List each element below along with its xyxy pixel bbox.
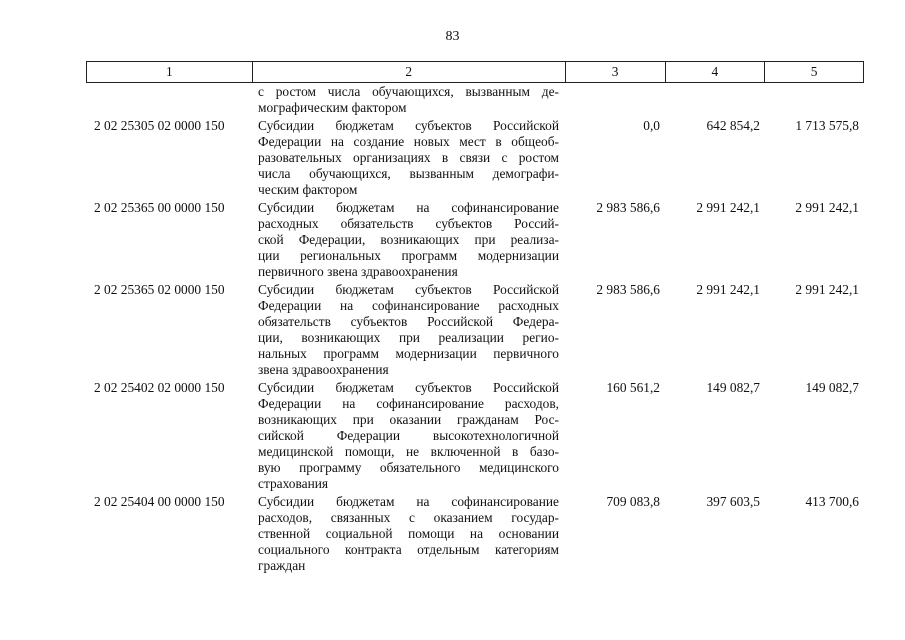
column-header-2: 2 xyxy=(253,62,566,82)
column-header-1: 1 xyxy=(87,62,253,82)
amount-col-4: 642 854,2 xyxy=(706,118,760,133)
description-line: социального контракта отдельным категориям xyxy=(258,542,559,557)
budget-code: 2 02 25365 00 0000 150 xyxy=(94,200,225,215)
description-line: Субсидии бюджетам субъектов Российской xyxy=(258,118,559,133)
amount-col-4: 149 082,7 xyxy=(706,380,760,395)
description-cell xyxy=(252,84,566,116)
description-cell xyxy=(252,494,566,574)
description-cell xyxy=(252,282,566,378)
budget-code xyxy=(86,84,252,116)
budget-code: 2 02 25305 02 0000 150 xyxy=(94,118,225,133)
description-line: ции, возникающих при реализации регио- xyxy=(258,330,559,345)
description-cell xyxy=(252,118,566,198)
description-line: нальных программ модернизации первичного xyxy=(258,346,559,361)
column-header-5: 5 xyxy=(810,64,818,79)
amount-col-3: 0,0 xyxy=(643,118,660,133)
description-line: мографическим фактором xyxy=(258,100,407,115)
table-row xyxy=(86,200,864,280)
description-line: ственной социальной помощи на основании xyxy=(258,526,559,541)
budget-code: 2 02 25365 02 0000 150 xyxy=(94,282,225,297)
table-row xyxy=(86,84,864,116)
description-line: расходов, связанных с оказанием государ- xyxy=(258,510,559,525)
description-line: Субсидии бюджетам на софинансирование xyxy=(258,494,559,509)
amount-col-3: 2 983 586,6 xyxy=(596,282,660,297)
amount-col-5: 2 991 242,1 xyxy=(795,282,859,297)
amount-col-4: 2 991 242,1 xyxy=(696,200,760,215)
page-number: 83 xyxy=(445,29,460,44)
description-line: возникающих при оказании гражданам Рос- xyxy=(258,412,559,427)
amount-col-4: 397 603,5 xyxy=(706,494,760,509)
amount-col-4 xyxy=(666,84,766,116)
column-header-3: 3 xyxy=(566,62,666,82)
description-line: Субсидии бюджетам на софинансирование xyxy=(258,200,559,215)
amount-col-5: 1 713 575,8 xyxy=(795,118,859,133)
table-row xyxy=(86,282,864,378)
description-line: граждан xyxy=(258,558,306,573)
table-row xyxy=(86,494,864,574)
description-line: сийской Федерации высокотехнологичной xyxy=(258,428,559,443)
description-line: ской Федерации, возникающих при реализа- xyxy=(258,232,559,247)
description-line: страхования xyxy=(258,476,329,491)
description-line: ции региональных программ модернизации xyxy=(258,248,559,263)
description-line: вую программу обязательного медицинского xyxy=(258,460,559,475)
description-line: Субсидии бюджетам субъектов Российской xyxy=(258,380,559,395)
amount-col-3: 160 561,2 xyxy=(606,380,660,395)
description-line: числа обучающихся, вызванным демографи- xyxy=(258,166,559,181)
description-cell xyxy=(252,380,566,492)
amount-col-3: 2 983 586,6 xyxy=(596,200,660,215)
budget-code: 2 02 25402 02 0000 150 xyxy=(94,380,225,395)
description-line: разовательных организациях в связи с ростом xyxy=(258,150,559,165)
amount-col-4: 2 991 242,1 xyxy=(696,282,760,297)
description-line: Федерации на софинансирование расходов, xyxy=(258,396,559,411)
description-line: первичного звена здравоохранения xyxy=(258,264,458,279)
description-line: с ростом числа обучающихся, вызванным де- xyxy=(258,84,559,99)
description-line: расходных обязательств субъектов Россий- xyxy=(258,216,559,231)
description-cell xyxy=(252,200,566,280)
amount-col-3 xyxy=(566,84,666,116)
amount-col-3: 709 083,8 xyxy=(606,494,660,509)
description-line: Субсидии бюджетам субъектов Российской xyxy=(258,282,559,297)
amount-col-5 xyxy=(766,84,864,116)
description-line: Федерации на создание новых мест в общеоб- xyxy=(258,134,559,149)
amount-col-5: 2 991 242,1 xyxy=(795,200,859,215)
amount-col-5: 413 700,6 xyxy=(805,494,859,509)
table-row xyxy=(86,380,864,492)
description-line: медицинской помощи, не включенной в базо- xyxy=(258,444,559,459)
description-line: обязательств субъектов Российской Федера- xyxy=(258,314,559,329)
column-header-4: 4 xyxy=(666,62,766,82)
budget-code: 2 02 25404 00 0000 150 xyxy=(94,494,225,509)
description-line: Федерации на софинансирование расходных xyxy=(258,298,559,313)
table-body xyxy=(86,84,864,576)
amount-col-5: 149 082,7 xyxy=(805,380,859,395)
table-row xyxy=(86,118,864,198)
description-line: ческим фактором xyxy=(258,182,358,197)
description-line: звена здравоохранения xyxy=(258,362,389,377)
table-header xyxy=(86,61,864,83)
